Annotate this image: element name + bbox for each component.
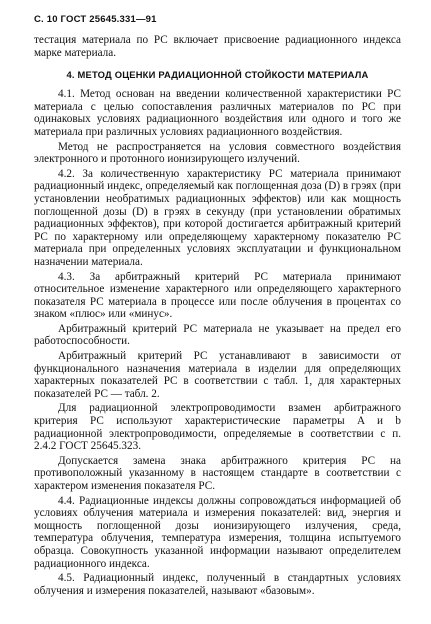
paragraph: Метод не распространяется на условия совместного воздействия электронного и протонного ионизирующего излучений. xyxy=(34,140,401,166)
intro-paragraph: тестация материала по РС включает присвоение радиационного индекса марке материала. xyxy=(34,34,401,59)
paragraph: 4.4. Радиационные индексы должны сопровождаться информацией об условиях облучения материала и измерения показателей: вид, энергия и мощность поглощенной дозы ионизирующего излучения, среда, температура облучения, температура измерения, толщина испытуемого образца. Совокупность указанной информации называют определителем радиационного индекса. xyxy=(34,494,401,570)
paragraph: Арбитражный критерий РС материала не указывает на предел его работоспособности. xyxy=(34,322,401,348)
section-heading: 4. МЕТОД ОЦЕНКИ РАДИАЦИОННОЙ СТОЙКОСТИ МАТЕРИАЛА xyxy=(66,69,369,81)
paragraph: 4.3. За арбитражный критерий РС материала принимают относительное изменение характерного или определяющего характерного показателя РС материала в процессе или после облучения в процентах со знаком «плюс» или «минус». xyxy=(34,270,401,321)
paragraph: 4.1. Метод основан на введении количественной характеристики РС материала с целью сопоставления различных материалов по РС при одинаковых условиях радиационного воздействия или одного и того же материала при различных условиях радиационного воздействия. xyxy=(34,88,401,138)
paragraph: 4.5. Радиационный индекс, полученный в стандартных условиях облучения и измерения показателей, называют «базовым». xyxy=(34,572,401,597)
paragraph: Для радиационной электропроводимости взамен арбитражного критерия РС используют характеристические параметры A и b радиационной электропроводимости, определяемые в соответствии с п. 2.4.2 ГОСТ 25645.323. xyxy=(34,402,401,453)
page-header: С. 10 ГОСТ 25645.331—91 xyxy=(34,14,157,25)
paragraph: Допускается замена знака арбитражного критерия РС на противоположный указанному в настоящем стандарте в соответствии с характером изменения показателя РС. xyxy=(34,454,401,492)
paragraph: 4.2. За количественную характеристику РС материала принимают радиационный индекс, определяемый как поглощенная доза (D) в грэях (при установлении необратимых радиационных эффектов) или как мощность поглощенной дозы (D) в грэях в секунду (при установлении обратимых радиационных эффектов), при которой достигается арбитражный критерий РС по характерному или определяющему характерному показателю РС материала при определенных условиях эксплуатации и функциональном назначении материала. xyxy=(34,167,401,268)
paragraph: Арбитражный критерий РС устанавливают в зависимости от функционального назначения материала в изделии для определяющих характерных показателей РС в соответствии с табл. 1, для характерных показателей РС — табл. 2. xyxy=(34,350,401,400)
